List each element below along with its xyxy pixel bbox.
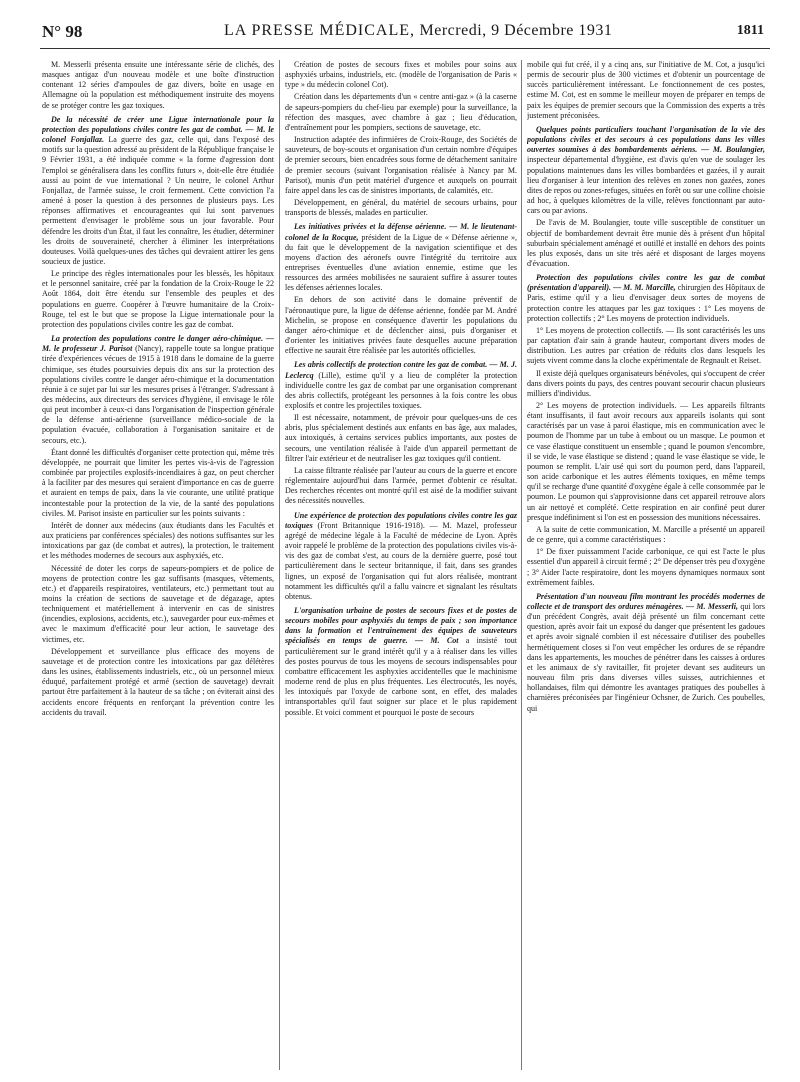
body-paragraph: Création dans les départements d'un « centre anti-gaz » (à la caserne de sapeurs-pompiers du chef-lieu par exemple) pour la surveillance, la réfection des masques, avec chambre à gaz ; lieu d'éducation, d'entraînement pour les pompiers, sections de sauvetage, etc. [285,92,517,132]
issue-date: Mercredi, 9 Décembre 1931 [419,22,613,39]
section-heading: Une expérience de protection des populations civiles contre les gaz toxiques [285,510,517,530]
section-heading: Les initiatives privées et la défense aérienne. — M. le lieutenant-colonel de la Rocque, [285,222,517,242]
section-heading: L'organisation urbaine de postes de secours fixes et de postes de secours mobiles pour asphyxiés du temps de paix ; son importance dans la formation et l'entraînement des équipes de sauveteurs spécialisés en temps de guerre. — M. Cot [285,605,517,646]
section-heading: Quelques points particuliers touchant l'organisation de la vie des populations civiles et des secours à ces populations dans les villes ouvertes soumises à des bombardements aériens. — M. Boulangier, [527,124,765,155]
section-heading: Protection des populations civiles contre les gaz de combat (présentation d'appareil). — M. M. Marcille, [527,273,765,293]
section-paragraph [285,222,517,293]
section-heading: Les abris collectifs de protection contre les gaz de combat. — M. J. Leclercq [285,360,517,380]
section-paragraph [42,334,274,446]
body-paragraph: A la suite de cette communication, M. Marcille a présenté un appareil de ce genre, qui a comme caractéristiques : [527,524,765,545]
section-body: qui lors d'un précédent Congrès, avait déjà présenté un film concernant cette question, après avoir fait un exposé du danger que présentent les gadoues et après avoir signalé combien il est nécessaire d'utiliser des poubelles hermétiquement closes si l'on veut empêcher les ordures de se répandre dans les appartements, les mouches de pénétrer dans les caisses à ordures et les animaux de s'y ravitailler, fit projeter devant ses auditeurs un nouveau film pris dans diverses villes suisses, autrichiennes et hollandaises, film qui démontre les avantages pratiques des poubelles à charnières préconisées par l'ingénieur Ochsner, de Zurich. Ces poubelles, qui [527,601,765,713]
body-paragraph: La caisse filtrante réalisée par l'auteur au cours de la guerre et encore réglementaire aujourd'hui dans l'armée, permet d'obtenir ce résultat. Des recherches récentes ont montré qu'il est aisé de la modifier suivant des nécessités nouvelles. [285,465,517,506]
text-column-1 [42,60,274,1070]
header-rule [40,48,770,49]
body-paragraph: 1° Les moyens de protection collectifs. — Ils sont caractérisés les uns par captation d'air sain à grande hauteur, comportant divers modes de distribution. Les autres par création de réduits clos dans lesquels les sujets vivent comme dans la cloche expérimentale de Regnault et Reiset. [527,325,765,366]
body-paragraph: 2° Les moyens de protection individuels. — Les appareils filtrants étant insuffisants, il faut avoir recours aux appareils isolants qui sont caractérisés par un vase à paroi élastique, mis en communication avec le poumon de l'homme par un tube à embout ou un masque. Le poumon et ce vase élastique constituent un ensemble ; quand le poumon s'encombre, il se vide, le vase élastique se distend ; quand le vase élastique se vide, le poumon se remplit. L'air usé qui sort du poumon perd, dans l'appareil, son acide carbonique et les autres éléments toxiques, en même temps qu'il se recharge d'une quantité d'oxygène égale à celle consommée par le poumon. Le poumon qui s'approvisionne dans cet appareil retrouve alors un air nettoyé et complété. Cette respiration en air confiné peut durer presque indéfiniment si l'on est en possession des munitions nécessaires. [527,401,765,522]
body-paragraph: Il est nécessaire, notamment, de prévoir pour quelques-uns de ces abris, plus spécialement destinés aux enfants en bas âge, aux malades, aux intoxiqués, à certains services publics importants, aux postes de secours, une ventilation réalisée à l'aide d'un appareil permettant de filtrer l'air extérieur et de neutraliser les gaz toxiques qu'il contient. [285,413,517,463]
section-body: chirurgien des Hôpitaux de Paris, estime qu'il y a lieu d'envisager deux sortes de moyens de protection contre les attaques par les gaz toxiques : 1° Les moyens de protection collectifs ; 2° Les moyens de protection individuels. [527,283,765,323]
publication-name: LA PRESSE MÉDICALE, [224,22,416,39]
section-paragraph [527,273,765,324]
section-paragraph [527,592,765,714]
body-paragraph: Il existe déjà quelques organisateurs bénévoles, qui s'occupent de créer dans divers points du pays, des centres pouvant secourir chacun plusieurs milliers d'individus. [527,368,765,398]
running-title [224,22,612,40]
body-paragraph: Développement et surveillance plus efficace des moyens de sauvetage et de protection contre les intoxications par gaz délétères dans les usines, établissements industriels, etc., où un personnel mieux éduqué, parfaitement protégé et armé (section de sauvetage) devrait partout être parfaitement à la hauteur de sa tâche ; on éviterait ainsi des accidents encore fréquents en renforçant la prévention contre les accidents du travail. [42,646,274,717]
page-number: 1811 [736,23,764,38]
text-column-2 [285,60,517,1070]
section-body: (Lille), estime qu'il y a lieu de compléter la protection individuelle contre les gaz de combat par une organisation comprenant des abris collectifs, protégeant les personnes à la fois contre les obus explosifs et contre les projectiles toxiques. [285,370,517,410]
column-divider [279,60,280,1070]
body-paragraph: De l'avis de M. Boulangier, toute ville susceptible de constituer un objectif de bombardement devrait être munie dès à présent d'un hôpital suburbain spécialement aménagé et outillé et installé en dehors des points les plus exposés, dans un site très aéré et disposant de larges moyens d'évacuation. [527,218,765,268]
section-paragraph [527,125,765,216]
page-header [40,22,766,46]
section-body: a insisté tout particulièrement sur le grand intérêt qu'il y a à réaliser dans les villes des postes pourvus de tous les moyens de secours indispensables pour combattre efficacement les asphyxies accidentelles que le machinisme moderne rend de plus en plus fréquentes. Les électrocutés, les noyés, les intoxiqués par l'oxyde de carbone sont, en effet, des malades intransportables qu'il faut soigner sur place et le plus rapidement possible. Et voici comment et pourquoi le poste de secours [285,636,517,717]
section-body: (Nancy), rappelle toute sa longue pratique tirée d'expériences vécues de 1915 à 1918 dans le domaine de la guerre chimique, ses études poursuivies depuis dix ans sur la protection des populations civiles contre le danger aéro-chimique et la documentation réunie à ce sujet par lui sur les mesures prises à l'étranger. S'adressant à des médecins, aux directeurs des services d'hygiène, il envisage le rôle qui peut incomber à ceux-ci dans l'organisation de l'inspection générale de la défense anti-aérienne (surveillance médico-sociale de la population évacuée, collaboration à l'organisation sanitaire et de secours, etc.). [42,344,274,445]
body-paragraph: Instruction adaptée des infirmières de Croix-Rouge, des Sociétés de sauveteurs, de boy-scouts et organisation d'un certain nombre d'équipes de premier secours, bien encadrées sous forme de détachement sanitaire de premier secours (suivant l'organisation réalisée à Nancy par M. Parisot), munis d'un petit matériel d'urgence et auxquels on pourrait faire appel dans les cas de sinistres importants, de calamités, etc. [285,135,517,195]
body-paragraph: En dehors de son activité dans le domaine préventif de l'aéronautique pure, la ligue de défense aérienne, fondée par M. André Michelin, se propose en conséquence d'avertir les populations du danger aéro-chimique et de déclencher ainsi, puis d'organiser et d'orienter les initiatives privées faute desquelles aucune préparation effective ne saurait être réalisée par les autorités officielles. [285,295,517,356]
body-paragraph: Nécessité de doter les corps de sapeurs-pompiers et de police de moyens de protection contre les gaz suffisants (masques, vêtements, etc.) et d'appareils respiratoires, ventilateurs, etc.) permettant tout au moins la création de sections de sauvetage et de dégazage, aptes techniquement et matériellement à intervenir en cas de sinistres (incendies, explosions, accidents, etc.), sauvegarder pour eux-mêmes et avec le maximum d'efficacité pour leur action, le sauvetage des victimes, etc. [42,563,274,644]
body-paragraph: 1° De fixer puissamment l'acide carbonique, ce qui est l'acte le plus essentiel d'un appareil à circuit fermé ; 2° De dépenser très peu d'oxygène ; 3° Aider l'acte respiratoire, dont les moyens dynamiques normaux sont extrêmement faibles. [527,547,765,587]
section-paragraph [42,115,274,267]
section-body: (Front Britannique 1916-1918). — M. Mazel, professeur agrégé de médecine légale à la Faculté de médecine de Lyon. Après avoir rappelé le problème de la protection des populations civiles vis-à-vis des gaz de combat s'est, au cours de la dernière guerre, posé tout particulièrement dans le secteur britannique, il fait, dans ses grandes lignes, un exposé de l'organisation qui fut alors réalisée, montrant notamment les difficultés qu'il a fallu vaincre et signalant les résultats obtenus. [285,520,517,601]
body-paragraph: mobile qui fut créé, il y a cinq ans, sur l'initiative de M. Cot, a jusqu'ici permis de secourir plus de 300 victimes et d'obtenir un pourcentage de succès particulièrement intéressant. Le fonctionnement de ces postes, estime M. Cot, est en somme le meilleur moyen de préparer en temps de paix les équipes de premier secours que la Commission des experts a très justement préconisées. [527,60,765,120]
section-body: président de la Ligue de « Défense aérienne », du fait que le développement de la navigation scientifique et des moyens d'action des aéronefs ouvre l'intégrité du territoire aux entreprises éventuelles d'une aviation ennemie, estime que les ressources des armées mobilisées ne sauraient suffire à assurer toutes les défenses aériennes locales. [285,232,517,293]
body-paragraph: Le principe des règles internationales pour les blessés, les hôpitaux et le personnel sanitaire, créé par la fondation de la Croix-Rouge le 22 Août 1864, doit être étendu sur l'ensemble des peuples et des populations en guerre. Coopérer à l'œuvre humanitaire de la Croix-Rouge, tel est le but que se propose la Ligue internationale pour la protection des populations civiles contre les gaz de combat. [42,269,274,329]
section-heading: La protection des populations contre le danger aéro-chimique. — M. le professeur J. Parisot [42,334,274,354]
body-paragraph: Création de postes de secours fixes et mobiles pour soins aux asphyxiés urbains, industriels, etc. (modèle de l'organisation de Paris « type » du médecin colonel Cot). [285,60,517,90]
section-heading: Présentation d'un nouveau film montrant les procédés modernes de collecte et de transport des ordures ménagères. — M. Messerli, [527,591,765,611]
body-paragraph: M. Messerli présenta ensuite une intéressante série de clichés, des masques antigaz d'un nouveau modèle et une boîte d'instruction contenant 12 séries d'ampoules de gaz divers, boîte en usage en Allemagne où la population est méthodiquement instruite des moyens de se protéger contre les gaz toxiques. [42,60,274,110]
issue-number: N° 98 [42,22,83,41]
body-paragraph: Développement, en général, du matériel de secours urbains, pour transports de blessés, malades en particulier. [285,198,517,218]
section-body: inspecteur départemental d'hygiène, est d'avis qu'en vue de soulager les populations maintenues dans les villes bombardées et gazées, il y aurait lieu d'organiser à leur intention des relèves en zones non gazées, zones dites de repos ou zones-refuges, situées en forêt ou sur une colline choisie ad hoc, à quelques kilomètres de la ville, relèves fonctionnant par auto-cars ou par avions. [527,155,765,216]
section-body: La guerre des gaz, celle qui, dans l'exposé des motifs sur la question adressé au président de la République française le 9 Février 1931, a été indiquée comme « la forme d'agression dont l'emploi se généralisera dans les conflits futurs », doit-elle être étudiée aussi au point de vue international ? Un neutre, le colonel Arthur Fonjallaz, de l'armée suisse, le croit fermement. Cette conviction l'a amené à poser la question à des personnes de plusieurs pays. Les réponses affirmatives et encourageantes qui lui sont parvenues permettent d'envisager le problème sous un jour favorable. Pour défendre les droits d'un État, il faut les connaître, les étudier, déterminer les droits de souveraineté, chercher à éliminer les interprétations douteuses. Voilà quelques-unes des tâches qui devraient attirer les gens soucieux de justice. [42,135,274,266]
section-paragraph [285,606,517,718]
section-paragraph [285,511,517,602]
body-paragraph: Intérêt de donner aux médecins (aux étudiants dans les Facultés et aux praticiens par conférences spéciales) des notions suffisantes sur les intoxications par gaz (de combat et autres), la protection, le traitement et les méthodes modernes de secours aux asphyxiés, etc. [42,520,274,561]
text-column-3 [527,60,765,1070]
body-paragraph: Étant donné les difficultés d'organiser cette protection qui, même très développée, ne pourrait que limiter les pertes vis-à-vis de l'agression combinée par projectiles explosifs-incendiaires à gaz, on peut chercher à la faciliter par des mesures qui seraient d'importance en cas de guerre et auraient en temps de paix, dans la vie courante, une utilité pratique incontestable pour la protection de la vie, de la santé des populations civiles. M. Parisot insiste en particulier sur les points suivants : [42,447,274,518]
column-divider [521,60,522,1070]
section-paragraph [285,360,517,411]
section-heading: De la nécessité de créer une Ligue internationale pour la protection des populations civiles contre les gaz de combat. — M. le colonel Fonjallaz. [42,114,274,145]
